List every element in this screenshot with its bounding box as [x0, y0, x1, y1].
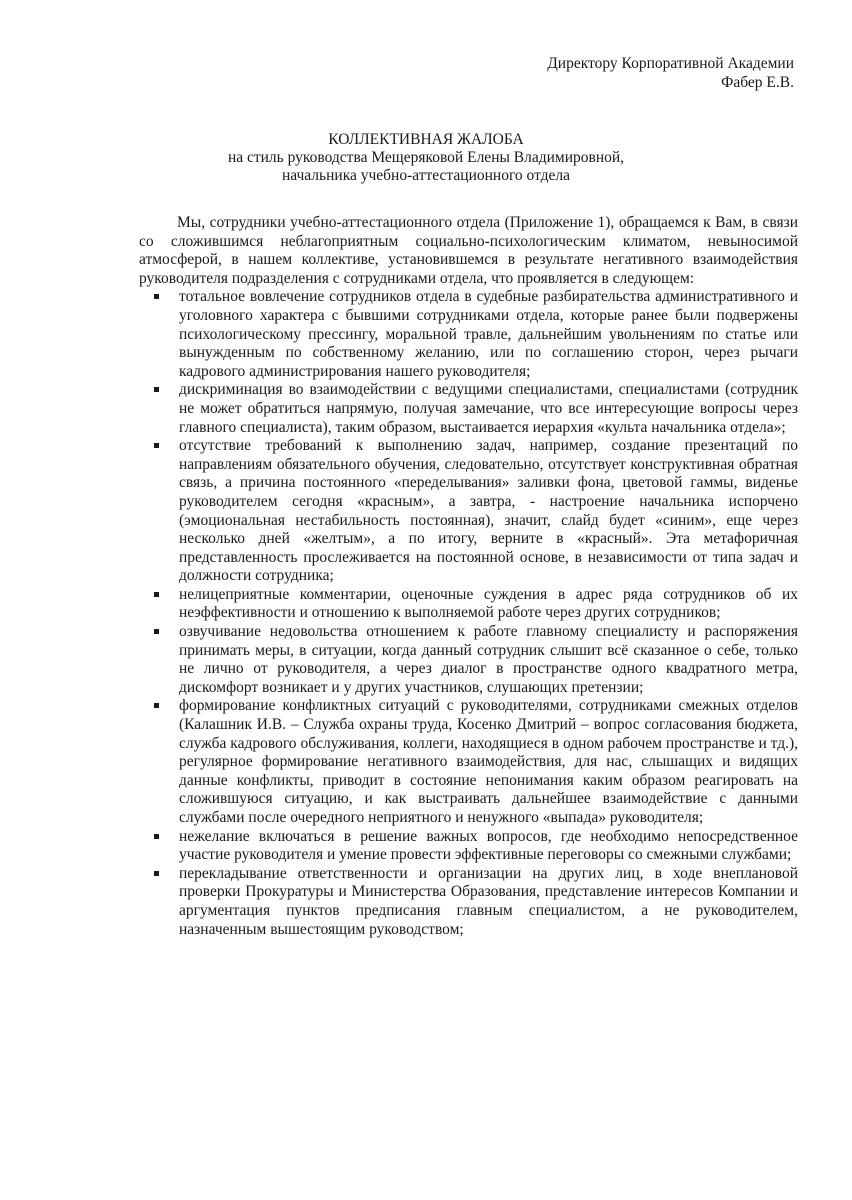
title-block: [0, 131, 852, 185]
list-item: [139, 288, 798, 381]
complaint-list: [139, 288, 798, 939]
list-item: [139, 865, 798, 939]
bullet-icon: [154, 871, 159, 876]
list-item-text: дискриминация во взаимодействии с ведущими специалистами, специалистами (сотрудник не может обратиться напрямую, получая замечание, что все интересующие вопросы через главного специалиста), таким образом, выстаивается иерархия «культа начальника отдела»;: [179, 381, 798, 436]
document-body: [139, 214, 798, 939]
bullet-icon: [154, 443, 159, 448]
bullet-icon: [154, 592, 159, 597]
list-item-text: нелицеприятные комментарии, оценочные суждения в адрес ряда сотрудников об их неэффективности и отношению к выполняемой работе через других сотрудников;: [179, 585, 798, 622]
bullet-icon: [154, 629, 159, 634]
list-item-text: озвучивание недовольства отношением к работе главному специалисту и распоряжения принимать меры, в ситуации, когда данный сотрудник слышит всё сказанное о себе, только не лично от руководителя, а через диалог в пространстве одного квадратного метра, дискомфорт возникает и у других участников, слушающих претензии;: [179, 623, 798, 696]
list-item-text: отсутствие требований к выполнению задач, например, создание презентаций по направлениям обязательного обучения, следовательно, отсутствует конструктивная обратная связь, а причина постоянного «переделывания» заливки фона, цветовой гаммы, виденье руководителем сегодня «красным», а завтра, - настроение начальника испорчено (эмоциональная нестабильность постоянная), значит, слайд будет «синим», еще через несколько дней «желтым», а по итогу, верните в «красный». Эта метафоричная представленность прослеживается на постоянной основе, в независимости от типа задач и должности сотрудника;: [179, 437, 798, 585]
bullet-icon: [154, 834, 159, 839]
intro-paragraph: Мы, сотрудники учебно-аттестационного отдела (Приложение 1), обращаемся к Вам, в связи со сложившимся неблагоприятным социально-психологическим климатом, невыносимой атмосферой, в нашем коллективе, установившемся в результате негативного взаимодействия руководителя подразделения с сотрудниками отдела, что проявляется в следующем:: [139, 214, 798, 287]
list-item: [139, 381, 798, 437]
bullet-icon: [154, 703, 159, 708]
bullet-icon: [154, 387, 159, 392]
list-item-text: нежелание включаться в решение важных вопросов, где необходимо непосредственное участие руководителя и умение провести эффективные переговоры со смежными службами;: [179, 827, 798, 864]
addressee-position: Директору Корпоративной Академии: [547, 55, 794, 72]
addressee-block: [547, 54, 794, 92]
list-item: [139, 623, 798, 697]
document-subtitle-line2: начальника учебно-аттестационного отдела: [281, 167, 571, 184]
list-item: [139, 697, 798, 827]
bullet-icon: [154, 294, 159, 299]
document-subtitle-line1: на стиль руководства Мещеряковой Елены Владимировной,: [227, 149, 625, 166]
list-item-text: формирование конфликтных ситуаций с руководителями, сотрудниками смежных отделов (Калашник И.В. – Служба охраны труда, Косенко Дмитрий – вопрос согласования бюджета, служба кадрового обслуживания, коллеги, находящиеся в одном рабочем пространстве и тд.), регулярное формирование негативного взаимодействия, для нас, слышащих и видящих данные конфликты, приводит в состояние непонимания каким образом реагировать на сложившуюся ситуацию, и как выстраивать дальнейшее взаимодействие с данными службами после очередного неприятного и ненужного «выпада» руководителя;: [179, 697, 798, 826]
document-title: КОЛЛЕКТИВНАЯ ЖАЛОБА: [328, 131, 524, 148]
list-item-text: тотальное вовлечение сотрудников отдела в судебные разбирательства административного и уголовного характера с бывшими сотрудниками отдела, которые ранее были подвержены психологическому прессингу, моральной травле, дальнейшим увольнениям по статье или вынужденным по собственному желанию, или по соглашению сторон, через рычаги кадрового администрирования нашего руководителя;: [179, 288, 798, 380]
list-item: [139, 828, 798, 865]
list-item-text: перекладывание ответственности и организации на других лиц, в ходе внеплановой проверки Прокуратуры и Министерства Образования, представление интересов Компании и аргументация пунктов предписания главным специалистом, а не руководителем, назначенным вышестоящим руководством;: [179, 864, 798, 938]
list-item: [139, 586, 798, 623]
addressee-name: Фабер Е.В.: [721, 74, 794, 91]
list-item: [139, 437, 798, 586]
